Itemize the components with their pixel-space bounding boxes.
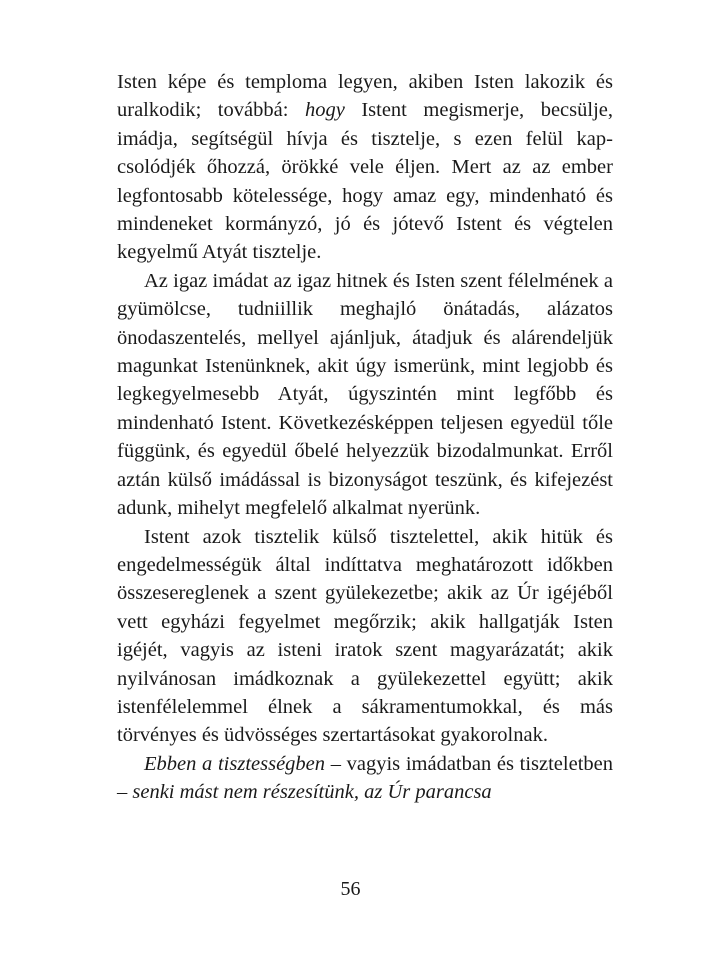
paragraph-1	[117, 68, 613, 267]
text-segment: Az igaz imádat az igaz hitnek és Isten szent félelmének a gyümölcse, tudniillik meghajló önátadás, alázatos önodaszentelés, mellyel ajánljuk, átadjuk és alárendeljük magunkat Istenünknek, akit úgy ismerünk, mint legjobb és legkegyelmesebb Atyát, úgyszintén mint legfőbb és mindenható Istent. Következésképpen teljesen egyedül tőle függünk, és egyedül őbelé helyezzük bizodalmunkat. Erről aztán külső imádással is bizonyságot teszünk, és kifejezést adunk, mihelyt megfelelő alkalmat nyerünk.	[117, 269, 613, 520]
paragraph-2	[117, 267, 613, 523]
text-segment: – vagyis imádatban és tiszteletben –	[117, 752, 613, 804]
text-segment-italic: hogy	[304, 99, 345, 122]
text-segment-italic: Ebben a tisztességben	[144, 752, 326, 775]
text-segment: Istent megismerje, becsülje, imádja, segítségül hívja és tisztelje, s ezen felül kapcsolódjék őhozzá, örökké vele éljen. Mert az az ember legfontosabb kötelessége, hogy amaz egy, mindenható és mindeneket kormányzó, jó és jótevő Istent és végtelen kegyelmű Atyát tisztelje.	[117, 99, 614, 264]
text-segment-italic: senki mást nem részesítünk, az Úr parancsa	[132, 781, 492, 804]
paragraph-3	[117, 523, 613, 750]
text-segment: Isten képe és temploma legyen, akiben Isten lakozik és uralkodik; továbbá:	[117, 71, 613, 122]
page-body	[117, 68, 613, 807]
paragraph-4	[117, 750, 613, 807]
page-number: 56	[340, 878, 361, 900]
text-segment: Istent azok tisztelik külső tisztelettel, akik hitük és engedelmességük által indíttatva meghatározott időkben összesereglenek a szent gyülekezetbe; akik az Úr igéjéből vett egyházi fegyelmet megőrzik; akik hallgatják Isten igéjét, vagyis az isteni iratok szent magyarázatát; akik nyilvánosan imádkoznak a gyülekezettel együtt; akik istenfélelemmel élnek a sákramentumokkal, és más törvényes és üdvösséges szertartásokat gyakorolnak.	[117, 525, 613, 747]
